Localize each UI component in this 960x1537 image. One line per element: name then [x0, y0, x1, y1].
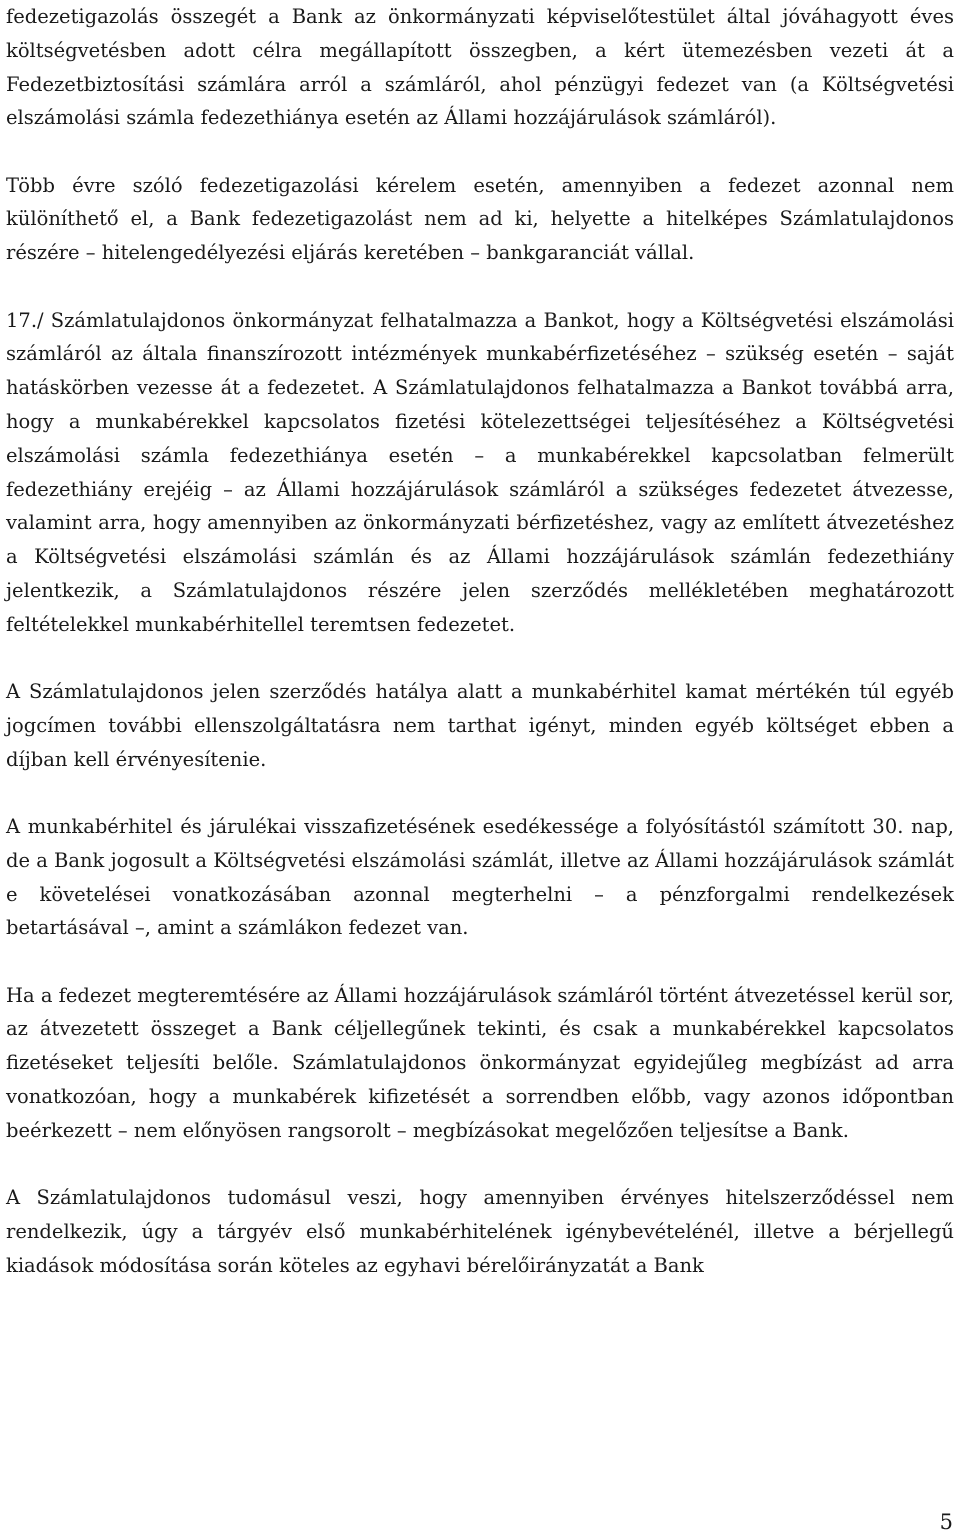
page-number: 5	[939, 1510, 953, 1534]
paragraph-visszafizetes: A munkabérhitel és járulékai visszafizetésének esedékessége a folyósítástól számított 30. nap, de a Bank jogosult a Költségvetési elszámolási számlát, illetve az Állami hozzájárulások számlát e követelései vonatkozásában azonnal megterhelni – a pénzforgalmi rendelkezések betartásával –, amint a számlákon fedezet van.	[6, 814, 955, 940]
paragraph-tobb-evre: Több évre szóló fedezetigazolási kérelem esetén, amennyiben a fedezet azonnal nem különíthető el, a Bank fedezetigazolást nem ad ki, helyette a hitelképes Számlatulajdonos részére – hitelengedélyezési eljárás keretében – bankgaranciát vállal.	[6, 173, 954, 265]
paragraph-section-17: 17./ Számlatulajdonos önkormányzat felhatalmazza a Bankot, hogy a Költségvetési elszámolási számláról az általa finanszírozott intézmények munkabérfizetéséhez – szükség esetén – saját hatáskörben vezesse át a fedezetet. A Számlatulajdonos felhatalmazza a Bankot továbbá arra, hogy a munkabérekkel kapcsolatos fizetési kötelezettségei teljesítéséhez a Költségvetési elszámolási számla fedezethiánya esetén – a munkabérekkel kapcsolatban felmerült fedezethiány erejéig – az Állami hozzájárulások számláról a szükséges fedezetet átvezesse, valamint arra, hogy amennyiben az önkormányzati bérfizetéshez, vagy az említett átvezetéshez a Költségvetési elszámolási számlán és az Állami hozzájárulások számlán fedezethiány jelentkezik, a Számlatulajdonos részére jelen szerződés mellékletében meghatározott feltételekkel munkabérhitellel teremtsen fedezetet.	[6, 308, 954, 636]
paragraph-atvezetes: Ha a fedezet megteremtésére az Állami hozzájárulások számláról történt átvezetéssel kerül sor, az átvezetett összeget a Bank céljellegűnek tekinti, és csak a munkabérekkel kapcsolatos fizetéseket teljesíti belőle. Számlatulajdonos önkormányzat egyidejűleg megbízást ad arra vonatkozóan, hogy a munkabérek kifizetését a sorrendben előbb, vagy azonos időpontban beérkezett – nem előnyösen rangsorolt – megbízásokat megelőzően teljesítse a Bank.	[6, 983, 954, 1142]
paragraph-fedezetigazolas: fedezetigazolás összegét a Bank az önkormányzati képviselőtestület által jóváhagyott éves költségvetésben adott célra megállapított összegben, a kért ütemezésben vezeti át a Fedezetbiztosítási számlára arról a számláról, ahol pénzügyi fedezet van (a Költségvetési elszámolási számla fedezethiánya esetén az Állami hozzájárulások számláról).	[6, 5, 954, 130]
paragraph-hitelszerzodes: A Számlatulajdonos tudomásul veszi, hogy amennyiben érvényes hitelszerződéssel nem rendelkezik, úgy a tárgyév első munkabérhitelének igénybevételénél, illetve a bérjellegű kiadások módosítása során köteles az egyhavi bérelőirányzatát a Bank	[6, 1186, 954, 1277]
document-body	[6, 0, 954, 1283]
paragraph-kamat: A Számlatulajdonos jelen szerződés hatálya alatt a munkabérhitel kamat mértékén túl egyéb jogcímen további ellenszolgáltatásra nem tarthat igényt, minden egyéb költséget ebben a díjban kell érvényesítenie.	[6, 680, 954, 771]
